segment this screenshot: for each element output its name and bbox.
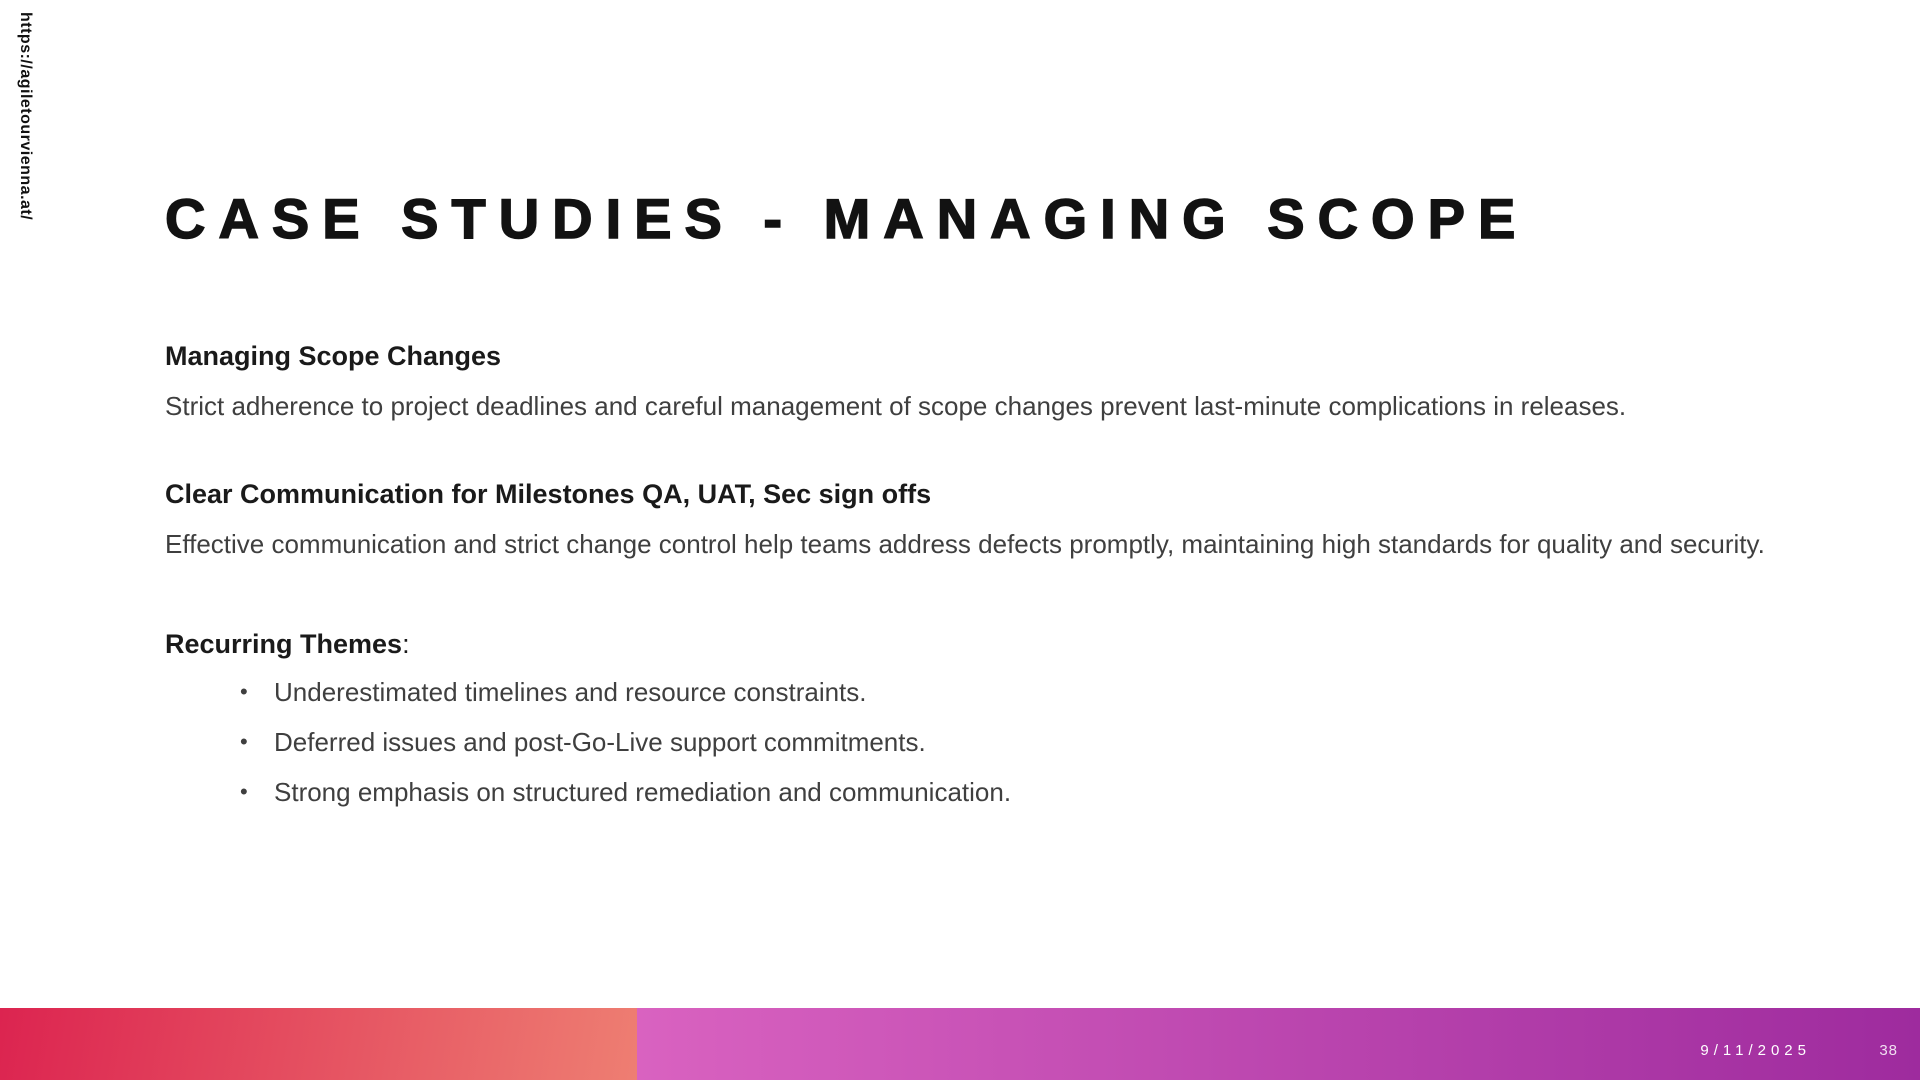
list-item bbox=[240, 778, 1785, 806]
recurring-themes-colon: : bbox=[402, 629, 410, 659]
bullet-icon: • bbox=[240, 779, 248, 804]
list-item-text: Strong emphasis on structured remediation and communication. bbox=[274, 777, 1012, 807]
bullet-icon: • bbox=[240, 729, 248, 754]
list-item bbox=[240, 728, 1785, 756]
list-item bbox=[240, 678, 1785, 706]
recurring-themes-label: Recurring Themes bbox=[165, 629, 403, 659]
section-clear-communication bbox=[165, 478, 1785, 564]
slide-title: CASE STUDIES - MANAGING SCOPE bbox=[165, 187, 1529, 250]
slide-content bbox=[165, 340, 1785, 828]
section-body-clear-communication: Effective communication and strict change control help teams address defects promptly, maintaining high standards for quality and security. bbox=[165, 529, 1765, 559]
section-body-managing-scope: Strict adherence to project deadlines and careful management of scope changes prevent last-minute complications in releases. bbox=[165, 391, 1627, 421]
list-item-text: Underestimated timelines and resource constraints. bbox=[274, 677, 867, 707]
footer-right-gradient-bar bbox=[637, 1008, 1920, 1080]
section-managing-scope bbox=[165, 340, 1785, 426]
section-heading-clear-communication: Clear Communication for Milestones QA, UAT, Sec sign offs bbox=[165, 479, 932, 509]
recurring-themes-heading bbox=[165, 628, 1785, 660]
section-heading-managing-scope: Managing Scope Changes bbox=[165, 341, 502, 371]
footer-bar bbox=[0, 1008, 1920, 1080]
list-item-text: Deferred issues and post-Go-Live support commitments. bbox=[274, 727, 926, 757]
footer-page-number: 38 bbox=[1879, 1042, 1898, 1059]
footer-left-gradient-bar bbox=[0, 1008, 637, 1080]
sidebar-vertical-url: https://agiletourvienna.at/ bbox=[17, 12, 34, 221]
footer-date: 9/11/2025 bbox=[1700, 1042, 1811, 1059]
recurring-themes-list bbox=[165, 678, 1785, 806]
bullet-icon: • bbox=[240, 679, 248, 704]
